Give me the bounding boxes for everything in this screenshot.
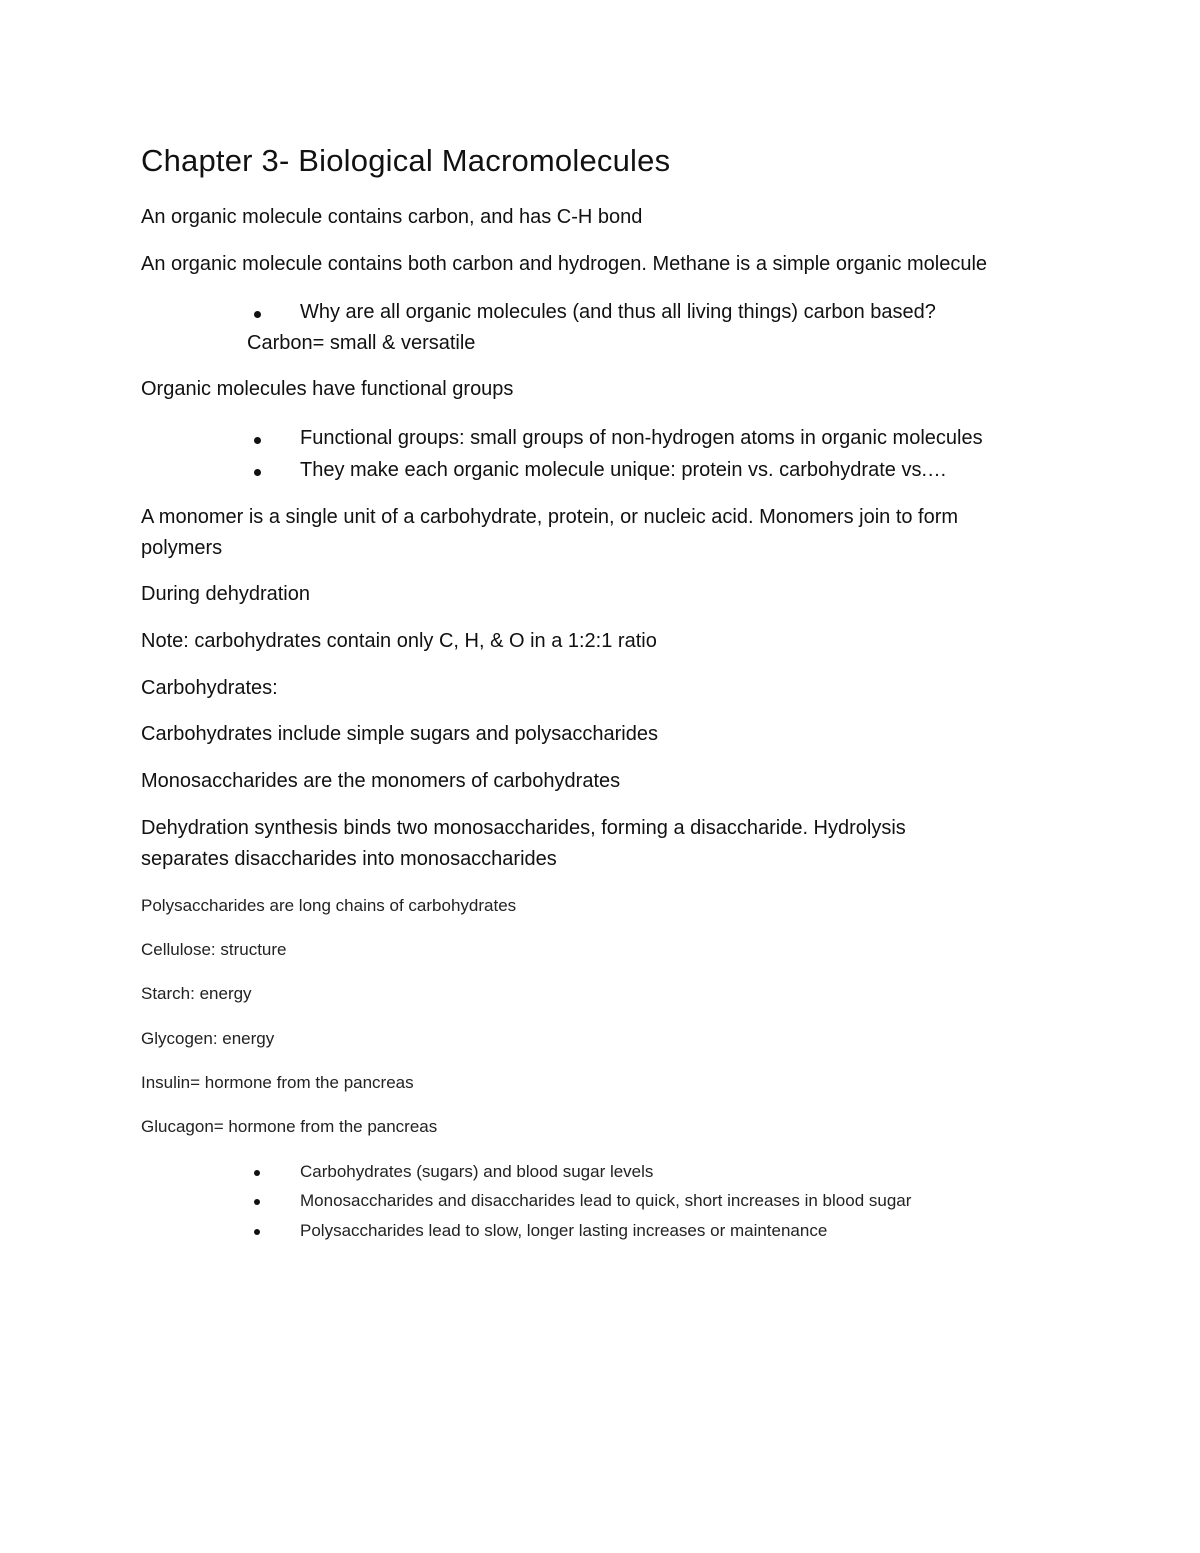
bullet-note: Carbon= small & versatile	[247, 332, 476, 354]
paragraph-simple-sugars: Carbohydrates include simple sugars and polysaccharides	[141, 723, 658, 745]
paragraph-insulin: Insulin= hormone from the pancreas	[141, 1073, 414, 1092]
paragraph-cellulose: Cellulose: structure	[141, 940, 287, 959]
bullet-text: Polysaccharides lead to slow, longer lasting increases or maintenance	[300, 1221, 828, 1240]
bullet-icon	[254, 1199, 260, 1205]
bullet-text: Carbohydrates (sugars) and blood sugar levels	[300, 1162, 654, 1181]
paragraph-organic-definition: An organic molecule contains carbon, and has C-H bond	[141, 206, 643, 228]
paragraph-functional-groups: Organic molecules have functional groups	[141, 378, 514, 400]
bullet-text: Functional groups: small groups of non-hydrogen atoms in organic molecules	[300, 427, 983, 449]
paragraph-monomer-line1: A monomer is a single unit of a carbohydrate, protein, or nucleic acid. Monomers join to form	[141, 506, 959, 528]
paragraph-dehydration: During dehydration	[141, 583, 310, 605]
bullet-icon	[254, 311, 261, 318]
bullet-icon	[254, 469, 261, 476]
paragraph-monosaccharides: Monosaccharides are the monomers of carbohydrates	[141, 770, 621, 792]
bullet-text: Monosaccharides and disaccharides lead to quick, short increases in blood sugar	[300, 1191, 912, 1210]
paragraph-polysaccharides: Polysaccharides are long chains of carbohydrates	[141, 896, 517, 915]
paragraph-note-ratio: Note: carbohydrates contain only C, H, & O in a 1:2:1 ratio	[141, 630, 657, 652]
paragraph-starch: Starch: energy	[141, 984, 252, 1003]
bullet-icon	[254, 437, 261, 444]
page-title: Chapter 3- Biological Macromolecules	[141, 143, 671, 178]
paragraph-dehydration-synthesis-line1: Dehydration synthesis binds two monosaccharides, forming a disaccharide. Hydrolysis	[141, 817, 906, 839]
bullet-icon	[254, 1229, 260, 1235]
paragraph-glycogen: Glycogen: energy	[141, 1029, 275, 1048]
paragraph-organic-hydrogen: An organic molecule contains both carbon and hydrogen. Methane is a simple organic molecule	[141, 253, 988, 275]
bullet-icon	[254, 1170, 260, 1176]
paragraph-dehydration-synthesis-line2: separates disaccharides into monosaccharides	[141, 848, 557, 870]
paragraph-monomer-line2: polymers	[141, 537, 223, 559]
bullet-text: They make each organic molecule unique: protein vs. carbohydrate vs.…	[300, 459, 948, 481]
paragraph-glucagon: Glucagon= hormone from the pancreas	[141, 1117, 438, 1136]
bullet-text: Why are all organic molecules (and thus all living things) carbon based?	[300, 301, 936, 323]
paragraph-carbohydrates-heading: Carbohydrates:	[141, 677, 278, 699]
